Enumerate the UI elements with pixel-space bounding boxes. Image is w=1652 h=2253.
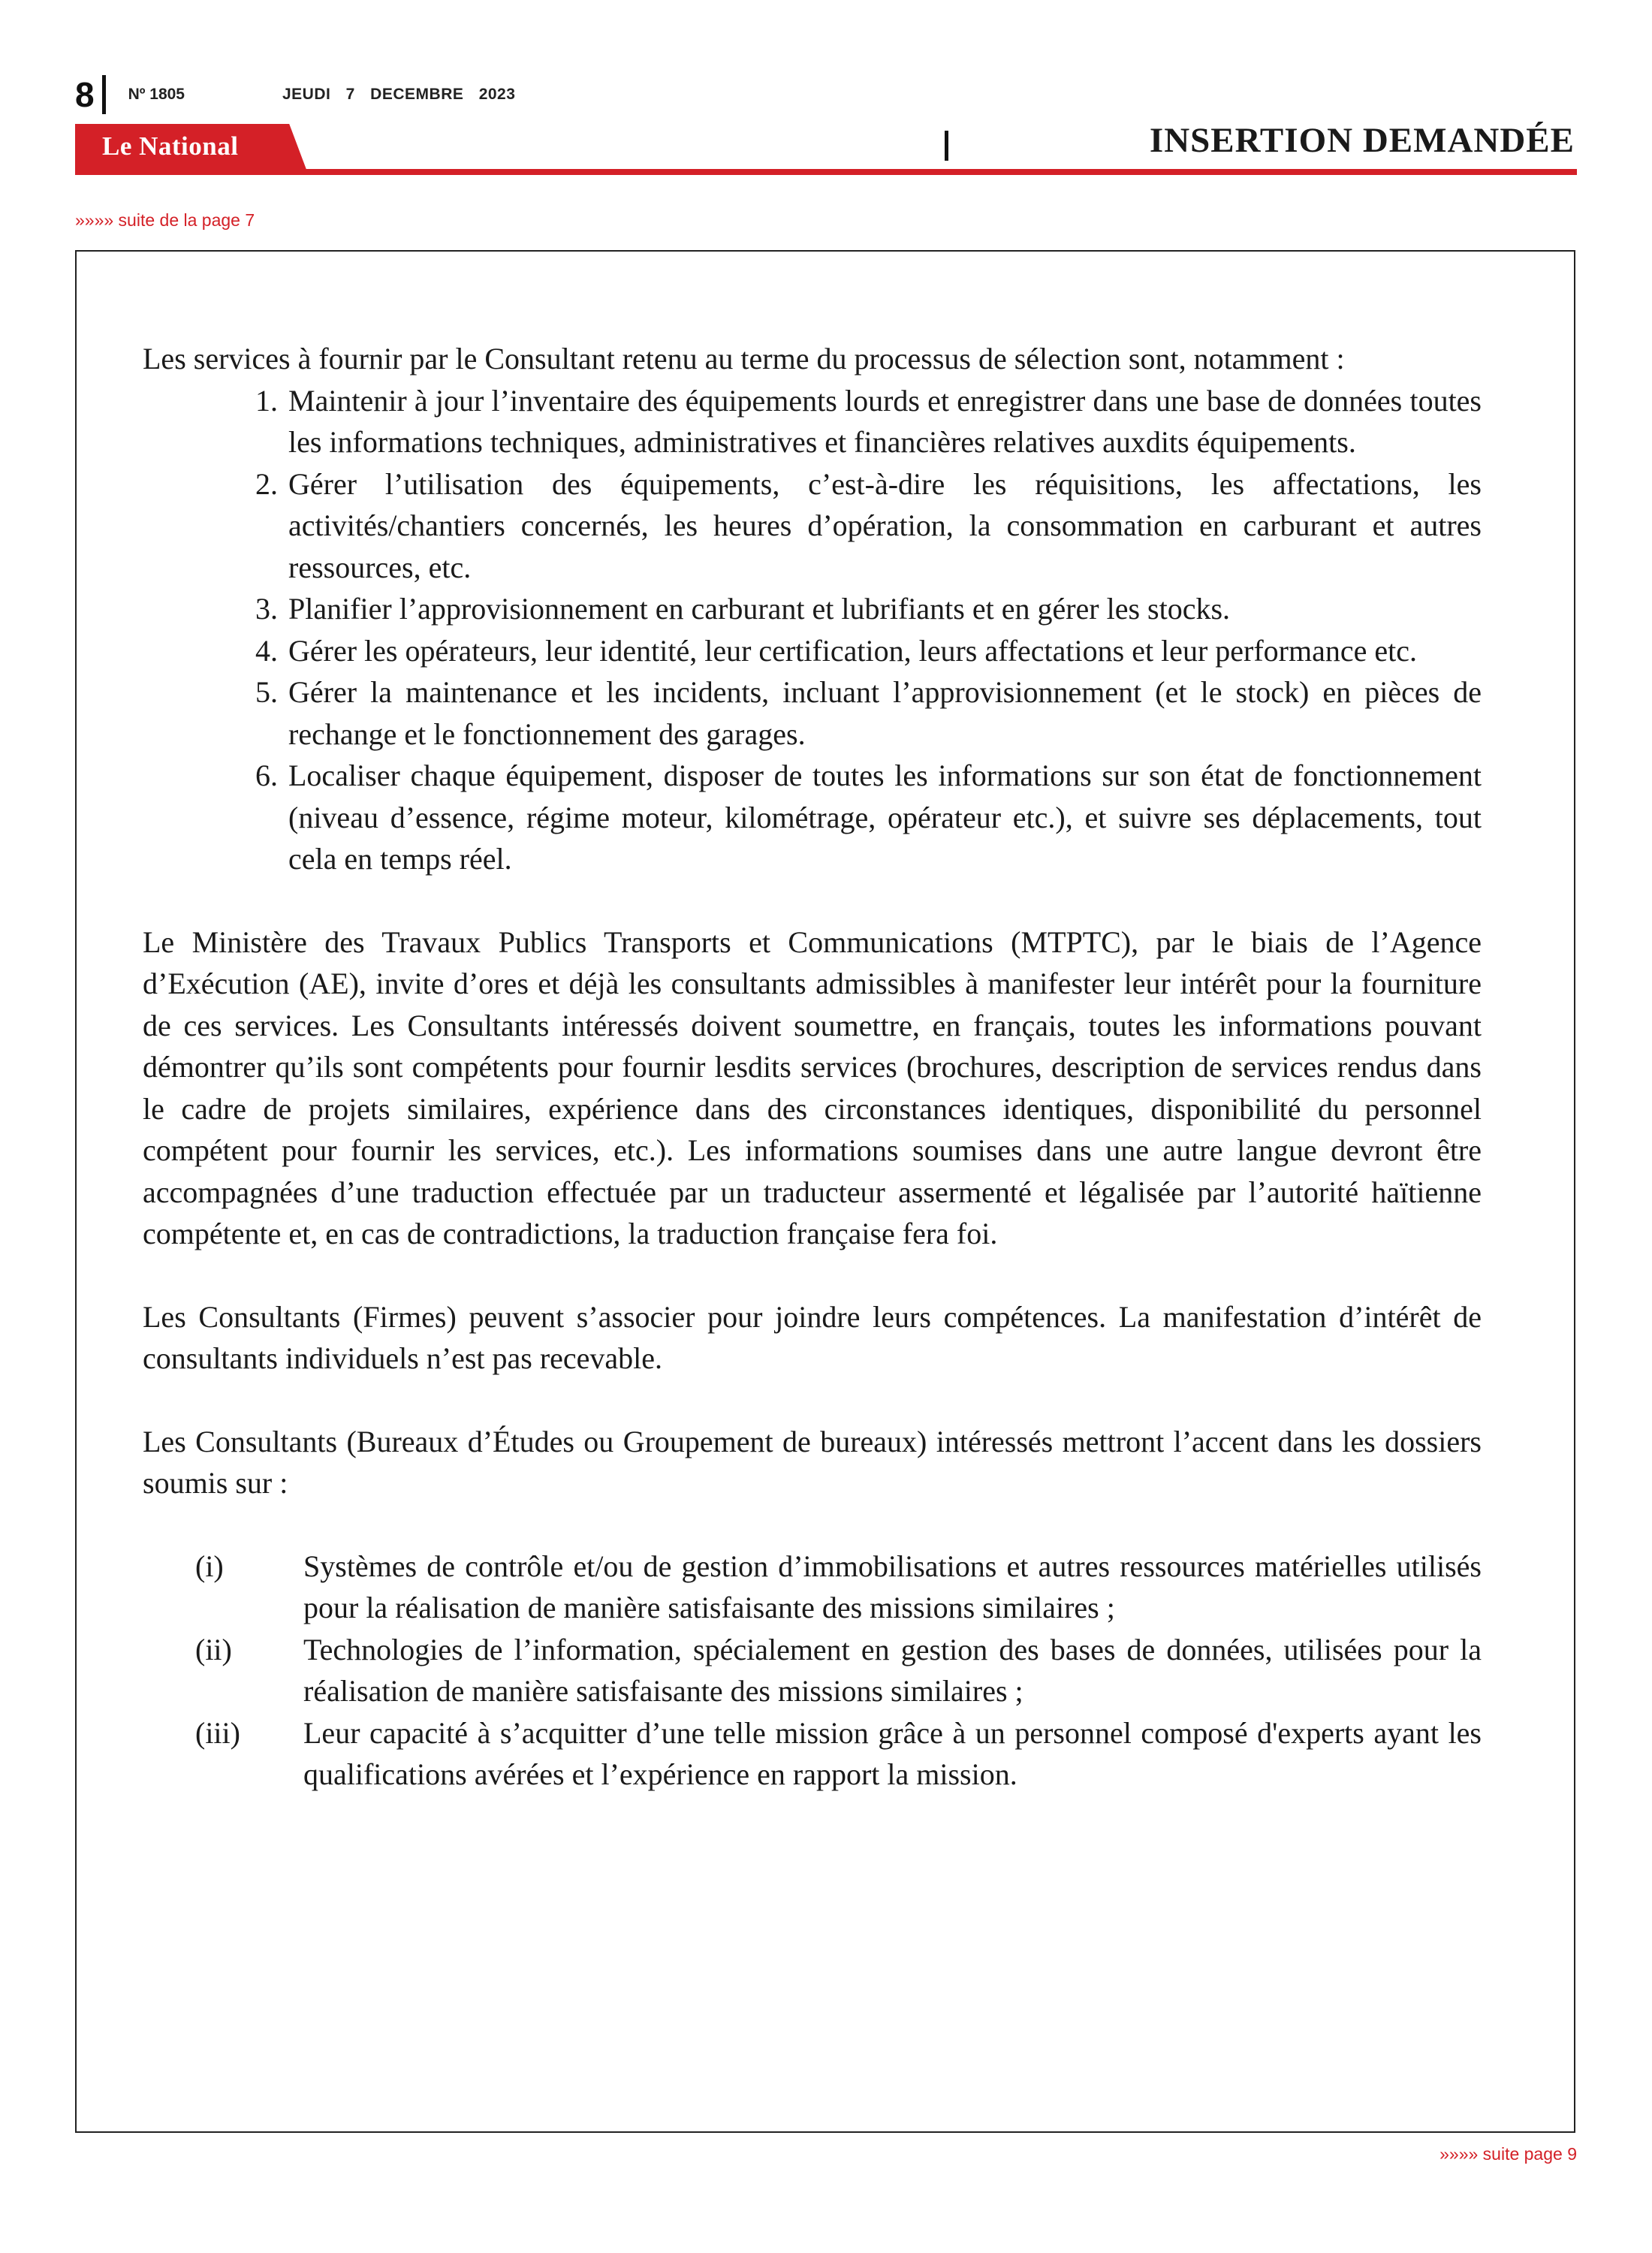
list-item-text: Leur capacité à s’acquitter d’une telle mission grâce à un personnel composé d'experts ayant les qualifications avérées et l’expérience en rapport la mission. xyxy=(303,1715,1482,1791)
criteria-list xyxy=(143,1546,1482,1796)
list-item-text: Technologies de l’information, spécialement en gestion des bases de données, utilisées pour la réalisation de manière satisfaisante des missions similaires ; xyxy=(303,1632,1482,1708)
list-item-text: Maintenir à jour l’inventaire des équipements lourds et enregistrer dans une base de données toutes les informations techniques, administratives et financières relatives auxdits équipements. xyxy=(288,383,1482,459)
list-item-text: Gérer la maintenance et les incidents, incluant l’approvisionnement (et le stock) en pièces de rechange et le fonctionnement des garages. xyxy=(288,675,1482,751)
list-item xyxy=(143,755,1482,880)
issue-number: Nº 1805 xyxy=(128,86,185,103)
ministere-paragraph: Le Ministère des Travaux Publics Transports et Communications (MTPTC), par le biais de l’Agence d’Exécution (AE), invite d’ores et déjà les consultants admissibles à manifester leur intérêt pour la fourniture de ces services. Les Consultants intéressés doivent soumettre, en français, toutes les informations pouvant démontrer qu’ils sont compétents pour fournir lesdits services (brochures, description de services rendus dans le cadre de projets similaires, expérience dans des circonstances identiques, disponibilité du personnel compétent pour fournir les services, etc.). Les informations soumises dans une autre langue devront être accompagnées d’une traduction effectuée par un traducteur assermenté et légalisée par l’autorité haïtienne compétente et, en cas de contradictions, la traduction française fera foi. xyxy=(143,924,1482,1250)
list-item-number: 3. xyxy=(255,592,278,626)
services-list xyxy=(143,380,1482,880)
page-number: 8 xyxy=(75,75,95,114)
list-item-number: 1. xyxy=(255,383,278,418)
header-divider xyxy=(945,131,948,161)
insertion-body xyxy=(143,338,1482,1796)
list-item-text: Systèmes de contrôle et/ou de gestion d’immobilisations et autres ressources matérielles utilisés pour la réalisation de manière satisfaisante des missions similaires ; xyxy=(303,1549,1482,1624)
list-item-number: (iii) xyxy=(195,1715,240,1750)
continued-to-link[interactable]: »»»» suite page 9 xyxy=(1439,2144,1577,2164)
paragraph-spacer xyxy=(143,1255,1482,1296)
list-item xyxy=(143,1546,1482,1629)
list-item-text: Gérer l’utilisation des équipements, c’est-à-dire les réquisitions, les affectations, les activités/chantiers concernés, les heures d’opération, la consommation en carburant et autres ressources, etc. xyxy=(288,466,1482,584)
page-header-meta xyxy=(75,72,515,117)
paragraph-spacer xyxy=(143,1504,1482,1546)
list-item xyxy=(143,630,1482,672)
header-rule xyxy=(75,169,1577,175)
list-item-number: (ii) xyxy=(195,1632,232,1666)
list-item-text: Gérer les opérateurs, leur identité, leur certification, leurs affectations et leur performance etc. xyxy=(288,633,1417,668)
list-item-number: 4. xyxy=(255,633,278,668)
firmes-paragraph: Les Consultants (Firmes) peuvent s’associer pour joindre leurs compétences. La manifestation d’intérêt de consultants individuels n’est pas recevable. xyxy=(143,1299,1482,1375)
paragraph-spacer xyxy=(143,1380,1482,1421)
list-item-text: Localiser chaque équipement, disposer de toutes les informations sur son état de fonctionnement (niveau d’essence, régime moteur, kilométrage, opérateur etc.), et suivre ses déplacements, tout cela en temps réel. xyxy=(288,759,1482,876)
list-item-number: 6. xyxy=(255,759,278,792)
list-item xyxy=(143,380,1482,463)
issue-date: JEUDI 7 DECEMBRE 2023 xyxy=(282,86,516,103)
list-item xyxy=(143,463,1482,589)
list-item-number: 2. xyxy=(255,466,278,501)
list-item-number: 5. xyxy=(255,675,278,709)
continued-from-link[interactable]: »»»» suite de la page 7 xyxy=(75,210,255,230)
bureaux-paragraph: Les Consultants (Bureaux d’Études ou Groupement de bureaux) intéressés mettront l’accent dans les dossiers soumis sur : xyxy=(143,1424,1482,1500)
list-item xyxy=(143,1629,1482,1712)
list-item xyxy=(143,671,1482,755)
list-item-number: (i) xyxy=(195,1549,224,1583)
page-number-divider xyxy=(102,75,106,114)
list-item xyxy=(143,1712,1482,1796)
section-title: INSERTION DEMANDÉE xyxy=(1149,121,1575,160)
list-item xyxy=(143,588,1482,630)
brand-name: Le National xyxy=(102,131,239,161)
list-item-text: Planifier l’approvisionnement en carburant et lubrifiants et en gérer les stocks. xyxy=(288,592,1231,626)
intro-paragraph: Les services à fournir par le Consultant retenu au terme du processus de sélection sont, notamment : xyxy=(143,342,1345,376)
paragraph-spacer xyxy=(143,880,1482,921)
